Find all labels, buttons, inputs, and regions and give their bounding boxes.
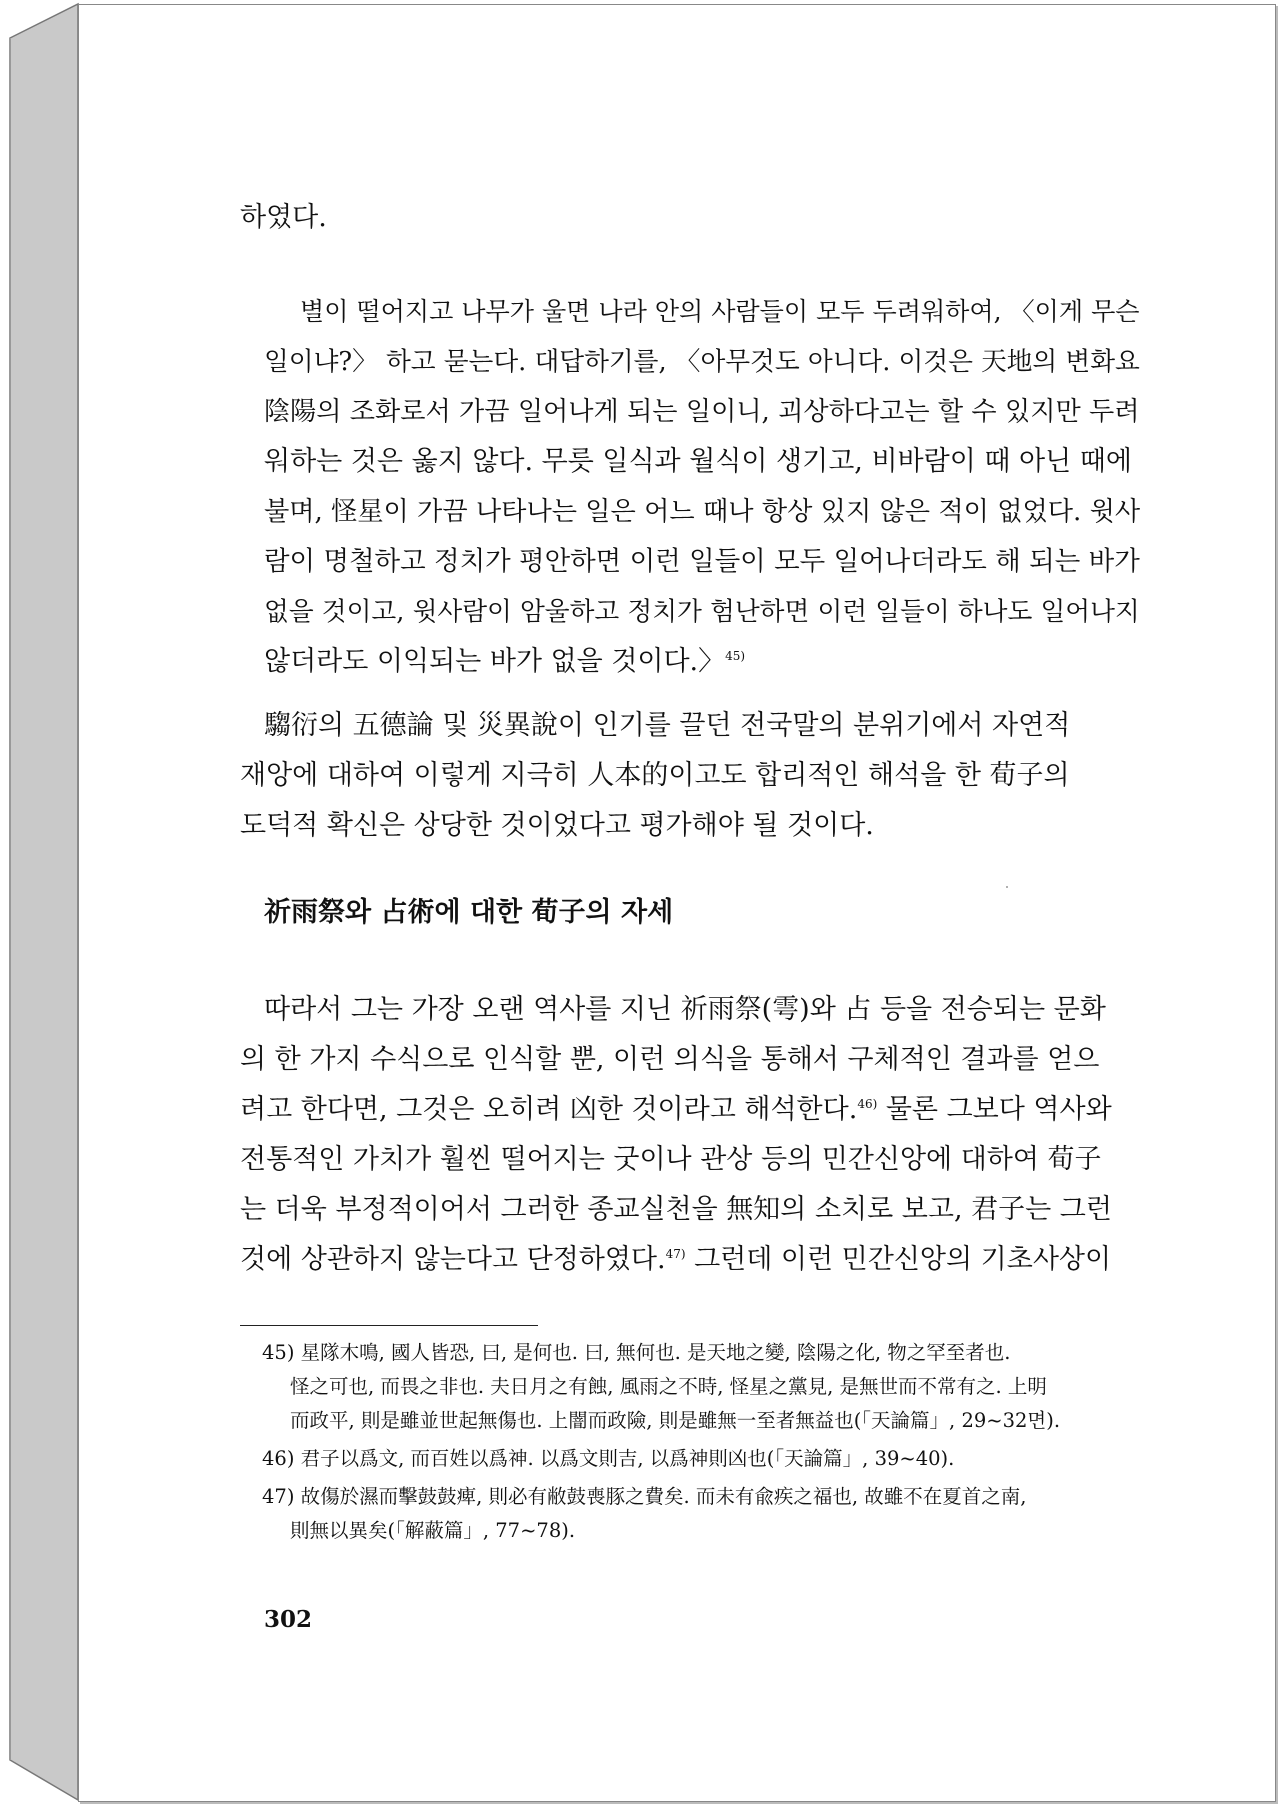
paragraph-line: 는 더욱 부정적이어서 그러한 종교실천을 無知의 소치로 보고, 君子는 그런 xyxy=(240,1194,1112,1225)
quote-line: 별이 떨어지고 나무가 울면 나라 안의 사람들이 모두 두려워하여, 〈이게 무슨 xyxy=(300,297,1140,326)
paragraph-line: 도덕적 확신은 상당한 것이었다고 평가해야 될 것이다. xyxy=(240,810,874,841)
paragraph-line: 재앙에 대하여 이렇게 지극히 人本的이고도 합리적인 해석을 한 荀子의 xyxy=(240,760,1070,791)
book-edge-side xyxy=(0,0,80,1806)
paragraph-line: 것에 상관하지 않는다고 단정하였다.$^{47)}$ 그런데 이런 민간신앙의 기초사상이 xyxy=(240,1244,1112,1275)
paragraph-line: 의 한 가지 수식으로 인식할 뿐, 이런 의식을 통해서 구체적인 결과를 얻으 xyxy=(240,1044,1100,1075)
quote-line: 않더라도 이익되는 바가 없을 것이다.〉$^{45)}$ xyxy=(264,646,746,677)
paragraph-line: 려고 한다면, 그것은 오히려 凶한 것이라고 해석한다.$^{46)}$ 물론 그보다 역사와 xyxy=(240,1094,1112,1125)
quote-line: 없을 것이고, 윗사람이 암울하고 정치가 험난하면 이런 일들이 하나도 일어나지 xyxy=(264,597,1140,627)
footnote-line: 怪之可也, 而畏之非也. 夫日月之有蝕, 風雨之不時, 怪星之黨見, 是無世而不常有之. 上明 xyxy=(290,1375,1047,1398)
footnote-line: 而政平, 則是雖並世起無傷也. 上闇而政險, 則是雖無一至者無益也(「天論篇」, 29~32면). xyxy=(290,1409,1061,1432)
footnote-line: 46) 君子以爲文, 而百姓以爲神. 以爲文則吉, 以爲神則凶也(「天論篇」, 39~40). xyxy=(262,1447,955,1470)
quote-line: 일이냐?〉 하고 묻는다. 대답하기를, 〈아무것도 아니다. 이것은 天地의 변화요 xyxy=(264,347,1140,377)
footnote-ref-47: 47) xyxy=(665,1247,686,1261)
footnote-line: 則無以異矣(「解蔽篇」, 77~78). xyxy=(290,1519,576,1542)
quote-line: 陰陽의 조화로서 가끔 일어나게 되는 일이니, 괴상하다고는 할 수 있지만 두려 xyxy=(264,397,1140,427)
footnote-line: 45) 星隊木鳴, 國人皆恐, 曰, 是何也. 曰, 無何也. 是天地之變, 陰陽之化, 物之罕至者也. xyxy=(262,1341,1011,1364)
paragraph-line: 騶衍의 五德論 및 災異說이 인기를 끌던 전국말의 분위기에서 자연적 xyxy=(264,710,1071,741)
footnote-line: 47) 故傷於濕而擊鼓鼓痺, 則必有敝鼓喪豚之費矣. 而未有兪疾之福也, 故雖不在夏首之南, xyxy=(262,1485,1027,1508)
paragraph-line: 전통적인 가치가 훨씬 떨어지는 굿이나 관상 등의 민간신앙에 대하여 荀子 xyxy=(240,1144,1102,1175)
section-heading: 祈雨祭와 占術에 대한 荀子의 자세 xyxy=(264,897,674,928)
quote-line: 람이 명철하고 정치가 평안하면 이런 일들이 모두 일어나더라도 해 되는 바가 xyxy=(264,546,1140,577)
footnote-ref-45: 45) xyxy=(725,649,746,663)
footnote-ref-46: 46) xyxy=(857,1097,878,1111)
scan-speck xyxy=(1006,886,1008,888)
page-number: 302 xyxy=(264,1606,313,1633)
quote-line: 워하는 것은 옳지 않다. 무릇 일식과 월식이 생기고, 비바람이 때 아닌 때에 xyxy=(264,446,1132,477)
page-sheet xyxy=(78,4,1276,1802)
quote-line: 불며, 怪星이 가끔 나타나는 일은 어느 때나 항상 있지 않은 적이 없었다. 윗사 xyxy=(264,497,1141,527)
paragraph-line: 따라서 그는 가장 오랜 역사를 지닌 祈雨祭(雩)와 占 등을 전승되는 문화 xyxy=(264,994,1106,1025)
footnote-divider xyxy=(240,1325,538,1326)
continuation-text: 하였다. xyxy=(240,202,327,233)
